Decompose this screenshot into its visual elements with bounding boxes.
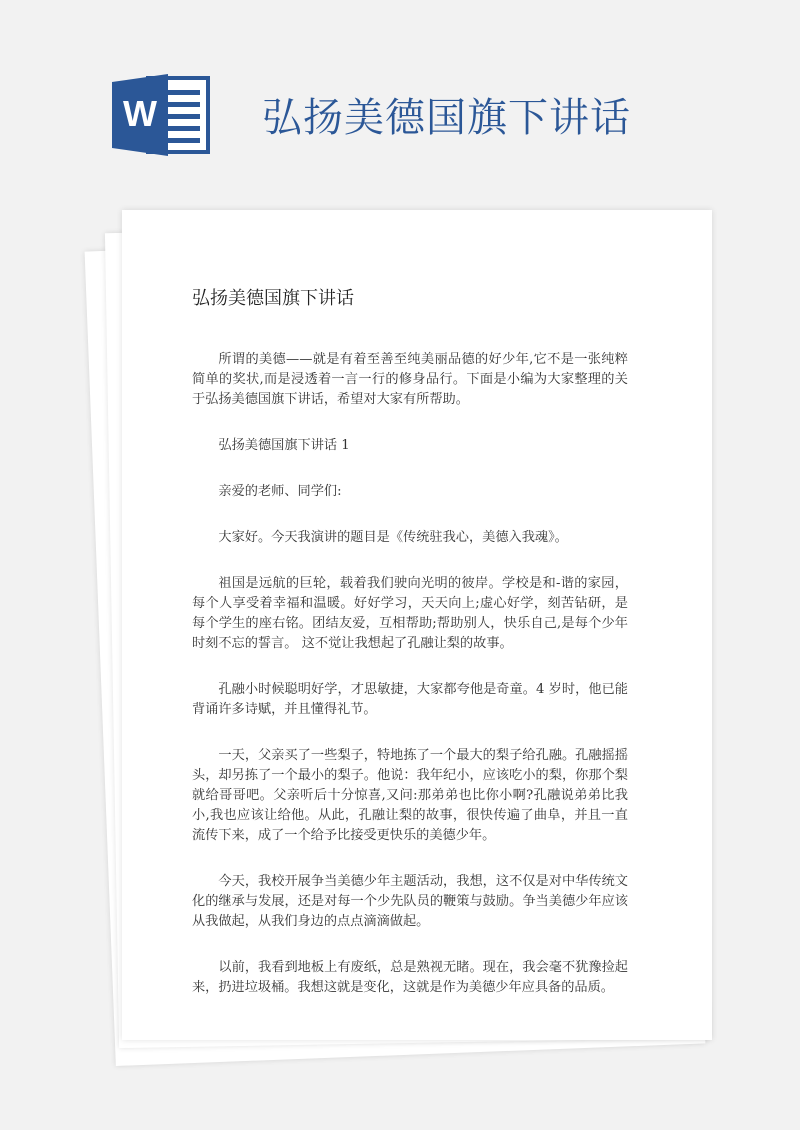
- section-heading: 弘扬美德国旗下讲话 1: [218, 438, 350, 453]
- document-title: 弘扬美德国旗下讲话: [192, 288, 354, 309]
- paragraph: 祖国是远航的巨轮，载着我们驶向光明的彼岸。学校是和-谐的家园，每个人享受着幸福和温暖。好好学习，天天向上;虚心好学，刻苦钻研，是每个学生的座右铭。团结友爱，互相帮助;帮助别人，快乐自己,是每个少年时刻不忘的誓言。 这不觉让我想起了孔融让梨的故事。: [192, 576, 628, 651]
- paragraph: 一天，父亲买了一些梨子，特地拣了一个最大的梨子给孔融。孔融摇摇头，却另拣了一个最小的梨子。他说：我年纪小，应该吃小的梨，你那个梨就给哥哥吧。父亲听后十分惊喜,又问:那弟弟也比你小啊?孔融说弟弟比我小,我也应该让给他。从此，孔融让梨的故事，很快传遍了曲阜，并且一直流传下来，成了一个给予比接受更快乐的美德少年。: [192, 748, 628, 843]
- page-header: [0, 0, 800, 200]
- paragraph: 亲爱的老师、同学们:: [218, 484, 342, 499]
- document-page: [122, 210, 712, 1040]
- logo-letter: W: [123, 93, 157, 134]
- paragraph: 今天，我校开展争当美德少年主题活动，我想，这不仅是对中华传统文化的继承与发展，还是对每一个少先队员的鞭策与鼓励。争当美德少年应该从我做起，从我们身边的点点滴滴做起。: [192, 874, 628, 929]
- document-body: [192, 350, 628, 1024]
- paragraph: 所谓的美德——就是有着至善至纯美丽品德的好少年,它不是一张纯粹简单的奖状,而是浸透着一言一行的修身品行。下面是小编为大家整理的关于弘扬美德国旗下讲话，希望对大家有所帮助。: [192, 352, 628, 407]
- paragraph: 以前，我看到地板上有废纸，总是熟视无睹。现在，我会毫不犹豫捡起来，扔进垃圾桶。我想这就是变化，这就是作为美德少年应具备的品质。: [192, 960, 628, 995]
- word-document-icon: [112, 72, 212, 158]
- paragraph: 大家好。今天我演讲的题目是《传统驻我心，美德入我魂》。: [218, 530, 568, 545]
- paragraph: 孔融小时候聪明好学，才思敏捷，大家都夸他是奇童。4 岁时，他已能背诵许多诗赋，并且懂得礼节。: [192, 682, 628, 717]
- page-title: 弘扬美德国旗下讲话: [262, 95, 631, 141]
